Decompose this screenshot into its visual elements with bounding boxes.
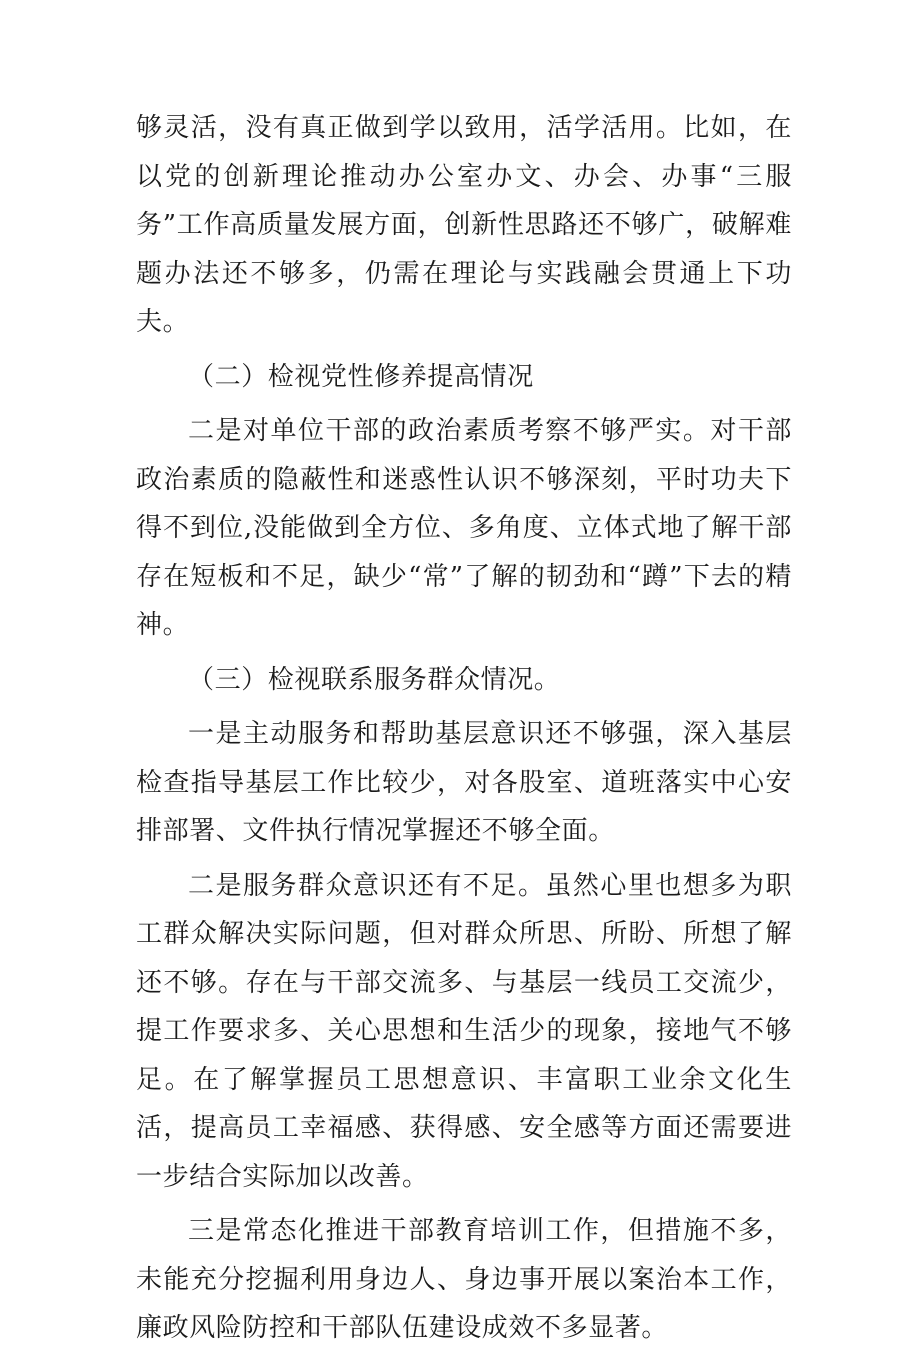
paragraph-continuation: 够灵活，没有真正做到学以致用，活学活用。比如，在以党的创新理论推动办公室办文、办会、办事“三服务”工作高质量发展方面，创新性思路还不够广，破解难题办法还不够多，仍需在理论与实践融会贯通上下功夫。 [136, 113, 792, 337]
section-heading-2: （二）检视党性修养提高情况 [188, 361, 534, 392]
paragraph-cadre-political-quality: 二是对单位干部的政治素质考察不够严实。对干部政治素质的隐蔽性和迷惑性认识不够深刻，平时功夫下得不到位,没能做到全方位、多角度、立体式地了解干部存在短板和不足，缺少“常”了解的韧劲和“蹲”下去的精神。 [136, 416, 792, 640]
paragraph-cadre-training: 三是常态化推进干部教育培训工作，但措施不多，未能充分挖掘利用身边人、身边事开展以案治本工作，廉政风险防控和干部队伍建设成效不多显著。 [136, 1216, 792, 1343]
paragraph-mass-service-awareness: 二是服务群众意识还有不足。虽然心里也想多为职工群众解决实际问题，但对群众所思、所盼、所想了解还不够。存在与干部交流多、与基层一线员工交流少，提工作要求多、关心思想和生活少的现象，接地气不够足。在了解掌握员工思想意识、丰富职工业余文化生活，提高员工幸福感、获得感、安全感等方面还需要进一步结合实际加以改善。 [136, 870, 792, 1192]
section-heading-3: （三）检视联系服务群众情况。 [188, 664, 561, 695]
document-body [136, 104, 792, 1359]
paragraph-grassroots-service: 一是主动服务和帮助基层意识还不够强，深入基层检查指导基层工作比较少，对各股室、道班落实中心安排部署、文件执行情况掌握还不够全面。 [136, 719, 792, 846]
